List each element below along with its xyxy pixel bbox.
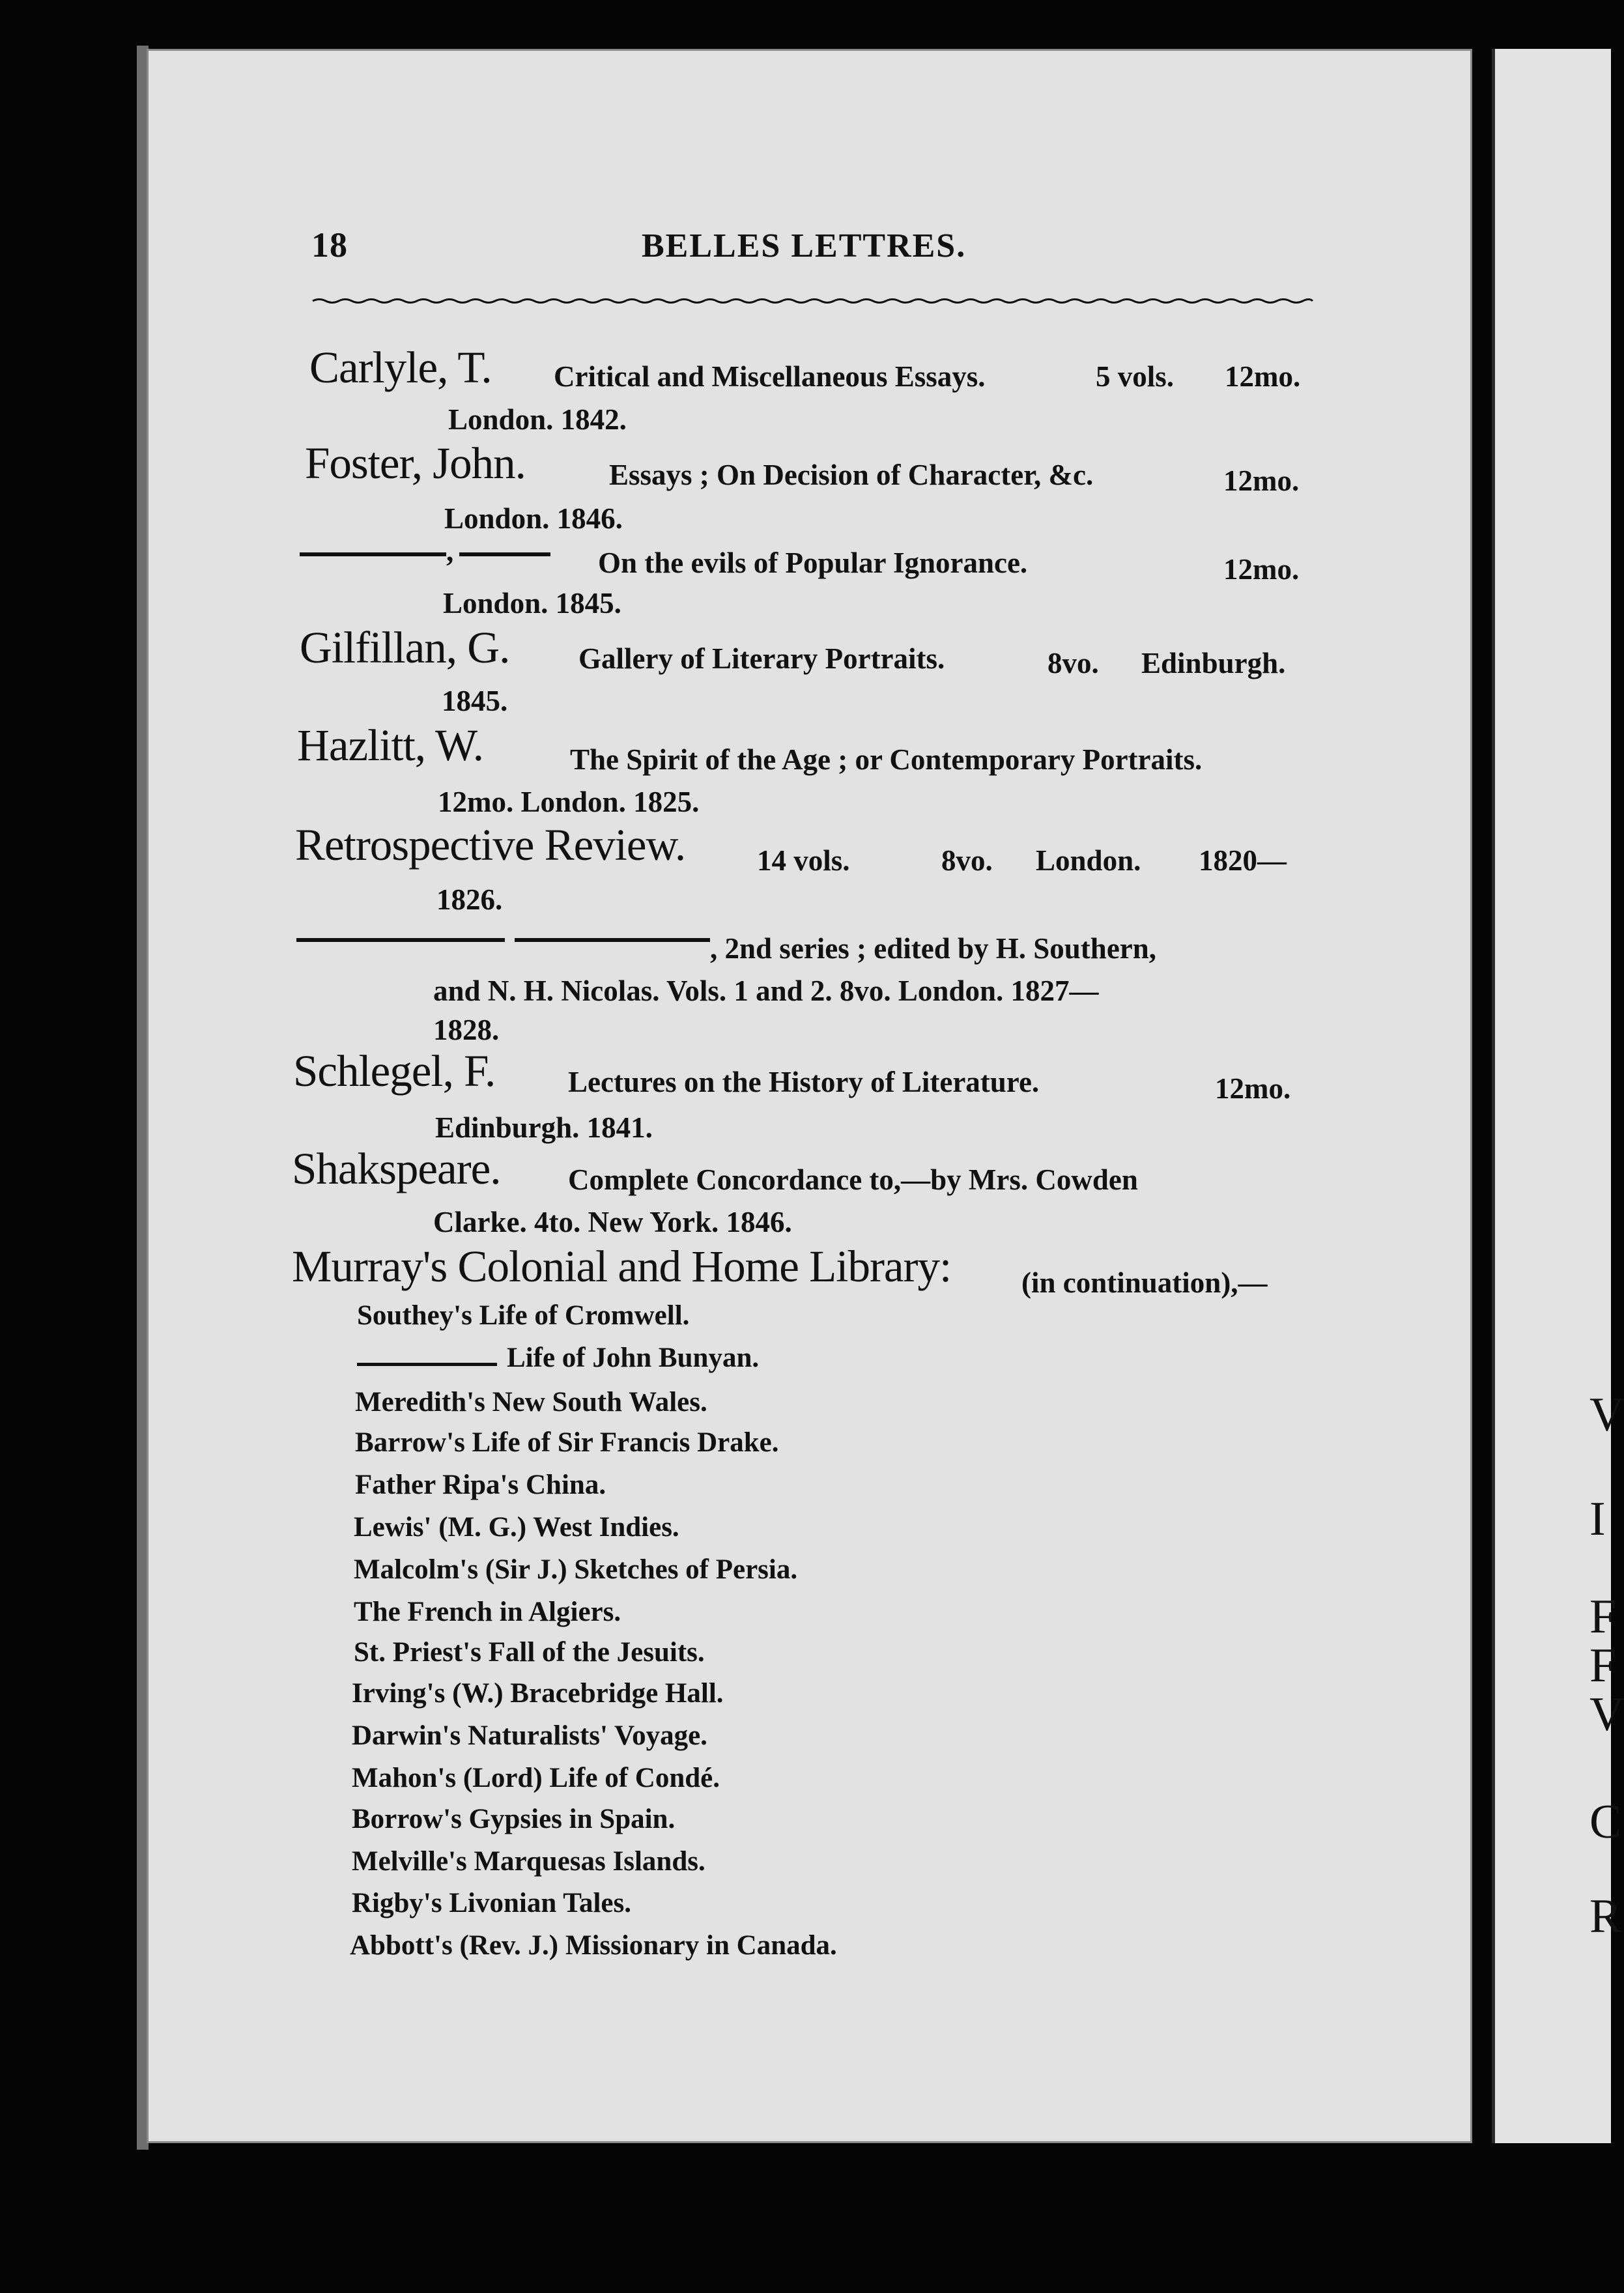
entry-volumes: 14 vols. xyxy=(757,844,850,877)
page-number: 18 xyxy=(311,225,348,264)
header-rule xyxy=(313,296,1313,306)
library-item: Abbott's (Rev. J.) Missionary in Canada. xyxy=(350,1930,837,1961)
library-item: Meredith's New South Wales. xyxy=(355,1387,707,1417)
entry-title: , 2nd series ; edited by H. Southern, xyxy=(710,932,1157,965)
entry-volumes: 5 vols. xyxy=(1096,360,1175,393)
entry-title: On the evils of Popular Ignorance. xyxy=(598,547,1028,579)
entry-imprint: Clarke. 4to. New York. 1846. xyxy=(433,1206,792,1238)
entry-year-end: 1828. xyxy=(433,1014,500,1046)
entry-format: 12mo. xyxy=(1223,464,1300,497)
facing-page-letter: I xyxy=(1589,1492,1606,1546)
library-item: Borrow's Gypsies in Spain. xyxy=(352,1804,676,1834)
ditto-dash xyxy=(296,938,505,942)
entry-year: 1845. xyxy=(442,685,508,717)
entry-author: Gilfillan, G. xyxy=(300,623,510,672)
entry-imprint: London. 1846. xyxy=(444,502,623,535)
entry-author: Shakspeare. xyxy=(292,1144,501,1193)
facing-page-letter: V xyxy=(1589,1388,1624,1442)
ditto-dash xyxy=(357,1363,497,1366)
entry-year-start: 1820— xyxy=(1199,844,1287,877)
entry-title: Complete Concordance to,—by Mrs. Cowden xyxy=(568,1163,1138,1196)
library-item: Darwin's Naturalists' Voyage. xyxy=(352,1720,707,1751)
entry-format: 12mo. xyxy=(1223,553,1300,586)
entry-place: London. xyxy=(1036,844,1141,877)
library-item: Barrow's Life of Sir Francis Drake. xyxy=(355,1427,779,1458)
entry-author: Schlegel, F. xyxy=(293,1046,496,1096)
entry-imprint: London. 1842. xyxy=(448,403,627,436)
entry-author: Murray's Colonial and Home Library: xyxy=(292,1242,952,1291)
entry-author: Foster, John. xyxy=(305,438,526,488)
facing-page-letter: R xyxy=(1589,1890,1622,1943)
library-item: Lewis' (M. G.) West Indies. xyxy=(354,1512,679,1543)
entry-format: 12mo. xyxy=(1225,360,1301,393)
facing-page-letter: C xyxy=(1589,1795,1622,1849)
library-item: Southey's Life of Cromwell. xyxy=(357,1300,690,1331)
entry-imprint: 12mo. London. 1825. xyxy=(438,786,700,818)
entry-format: 8vo. xyxy=(1047,647,1099,679)
library-item: Malcolm's (Sir J.) Sketches of Persia. xyxy=(354,1554,798,1585)
entry-year-end: 1826. xyxy=(436,883,503,916)
entry-imprint: and N. H. Nicolas. Vols. 1 and 2. 8vo. London. 1827— xyxy=(433,975,1099,1007)
entry-place: Edinburgh. xyxy=(1141,647,1286,679)
library-item: Irving's (W.) Bracebridge Hall. xyxy=(352,1678,724,1709)
ditto-dash xyxy=(515,938,710,942)
entry-title: Essays ; On Decision of Character, &c. xyxy=(609,459,1094,491)
entry-author: Carlyle, T. xyxy=(309,343,492,392)
facing-page-letter: V xyxy=(1589,1688,1624,1741)
entry-title: The Spirit of the Age ; or Contemporary Portraits. xyxy=(570,743,1203,776)
entry-note: (in continuation),— xyxy=(1021,1266,1268,1299)
library-item: St. Priest's Fall of the Jesuits. xyxy=(354,1637,705,1668)
facing-page-letter: F xyxy=(1589,1639,1617,1692)
ditto-dash xyxy=(459,552,550,556)
entry-format: 8vo. xyxy=(941,844,993,877)
facing-page-letter: F xyxy=(1589,1590,1617,1644)
ditto-dash xyxy=(300,552,446,556)
library-item: Father Ripa's China. xyxy=(355,1470,606,1500)
entry-author: Retrospective Review. xyxy=(295,820,686,870)
entry-title: Gallery of Literary Portraits. xyxy=(578,642,945,675)
library-item: Melville's Marquesas Islands. xyxy=(352,1846,705,1877)
entry-title: Lectures on the History of Literature. xyxy=(568,1066,1040,1098)
entry-author: Hazlitt, W. xyxy=(297,720,484,770)
library-item: The French in Algiers. xyxy=(354,1597,621,1627)
running-title: BELLES LETTRES. xyxy=(642,227,967,264)
library-item: Rigby's Livonian Tales. xyxy=(352,1888,631,1918)
entry-format: 12mo. xyxy=(1215,1072,1291,1105)
entry-imprint: London. 1845. xyxy=(443,587,621,620)
ditto-comma: , xyxy=(446,535,454,567)
entry-imprint: Edinburgh. 1841. xyxy=(435,1111,653,1144)
library-item: Mahon's (Lord) Life of Condé. xyxy=(352,1763,720,1793)
library-item: Life of John Bunyan. xyxy=(507,1343,760,1373)
entry-title: Critical and Miscellaneous Essays. xyxy=(554,360,986,393)
